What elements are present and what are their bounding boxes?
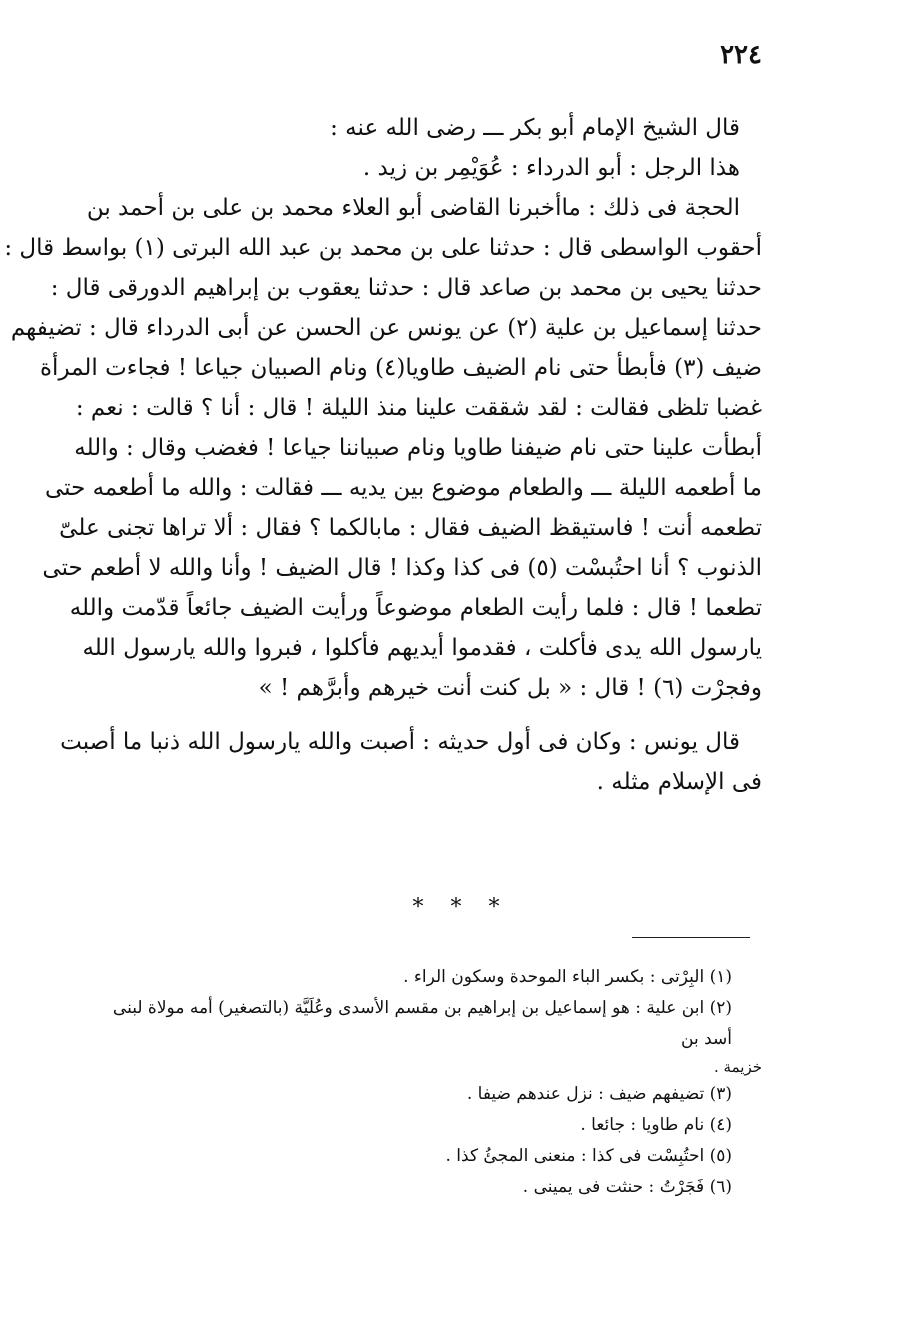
text-line: فى الإسلام مثله .: [596, 769, 762, 795]
text-line: يارسول الله يدى فأكلت ، فقدموا أيديهم فأكلوا ، فبروا والله يارسول الله: [82, 635, 762, 661]
text-line: أحقوب الواسطى قال : حدثنا على بن محمد بن عبد الله البرتى (١) بواسط قال :: [4, 235, 762, 261]
text-line: تطعمه أنت ! فاستيقظ الضيف فقال : مابالكما ؟ فقال : ألا تراها تجنى علىّ: [59, 515, 762, 541]
text-line: حدثنا يحيى بن محمد بن صاعد قال : حدثنا يعقوب بن إبراهيم الدورقى قال :: [50, 275, 762, 301]
text-line: ضيف (٣) فأبطأ حتى نام الضيف طاويا(٤) ونام الصبيان جياعا ! فجاءت المرأة: [40, 355, 762, 381]
footnote-item: [102, 962, 762, 993]
footnote-continuation: خزيمة .: [714, 1058, 762, 1076]
footnote-item: [102, 1172, 762, 1203]
text-line: غضبا تلظى فقالت : لقد شققت علينا منذ الليلة ! قال : أنا ؟ قالت : نعم :: [75, 395, 762, 421]
text-line: قال يونس : وكان فى أول حديثه : أصبت والله يارسول الله ذنبا ما أصبت: [60, 729, 740, 755]
footnote-item: [102, 1079, 762, 1110]
paragraph-gap: [102, 708, 762, 722]
text-line: الذنوب ؟ أنا احتُبسْت (٥) فى كذا وكذا ! قال الضيف ! وأنا والله لا أطعم حتى: [42, 555, 762, 581]
footnote-item: [102, 1110, 762, 1141]
text-line: قال الشيخ الإمام أبو بكر ـــ رضى الله عنه :: [330, 115, 740, 141]
text-line: ما أطعمه الليلة ـــ والطعام موضوع بين يديه ـــ فقالت : والله ما أطعمه حتى: [44, 475, 762, 501]
footnote-text: (٤) نام طاويا : جائعا .: [580, 1115, 732, 1135]
footnote-text: (٢) ابن علية : هو إسماعيل بن إبراهيم بن مقسم الأسدى وعُلَيَّة (بالتصغير) أمه مولاة لبنى أسد بن: [112, 998, 732, 1049]
text-line: تطعما ! قال : فلما رأيت الطعام موضوعاً ورأيت الضيف جائعاً قدّمت والله: [69, 595, 762, 621]
text-line: حدثنا إسماعيل بن علية (٢) عن يونس عن الحسن عن أبى الدرداء قال : تضيفهم: [10, 315, 762, 341]
text-line: أبطأت علينا حتى نام ضيفنا طاويا ونام صبياننا جياعا ! فغضب وقال : والله: [74, 435, 762, 461]
section-divider-stars: * * *: [412, 895, 510, 920]
footnote-item: [102, 993, 762, 1079]
text-line: وفجرْت (٦) ! قال : « بل كنت أنت خيرهم وأبرَّهم ! »: [258, 675, 762, 701]
footnote-text: (٥) احتُبِسْت فى كذا : منعنى المجئُ كذا .: [445, 1146, 732, 1166]
footnote-separator-rule: [632, 937, 750, 938]
text-line: الحجة فى ذلك : ماأخبرنا القاضى أبو العلاء محمد بن على بن أحمد بن: [86, 195, 740, 221]
footnote-text: (١) البِرْتى : بكسر الباء الموحدة وسكون الراء .: [403, 967, 732, 987]
footnote-item: [102, 1141, 762, 1172]
main-text: [4, 108, 762, 802]
text-line: هذا الرجل : أبو الدرداء : عُوَيْمِر بن زيد .: [362, 155, 740, 181]
page-number: ٢٢٤: [720, 40, 762, 70]
footnote-text: (٣) تضيفهم ضيف : نزل عندهم ضيفا .: [466, 1084, 732, 1104]
footnote-text: (٦) فَجَرْتُ : حنثت فى يمينى .: [522, 1177, 732, 1197]
footnotes-list: [102, 962, 762, 1203]
